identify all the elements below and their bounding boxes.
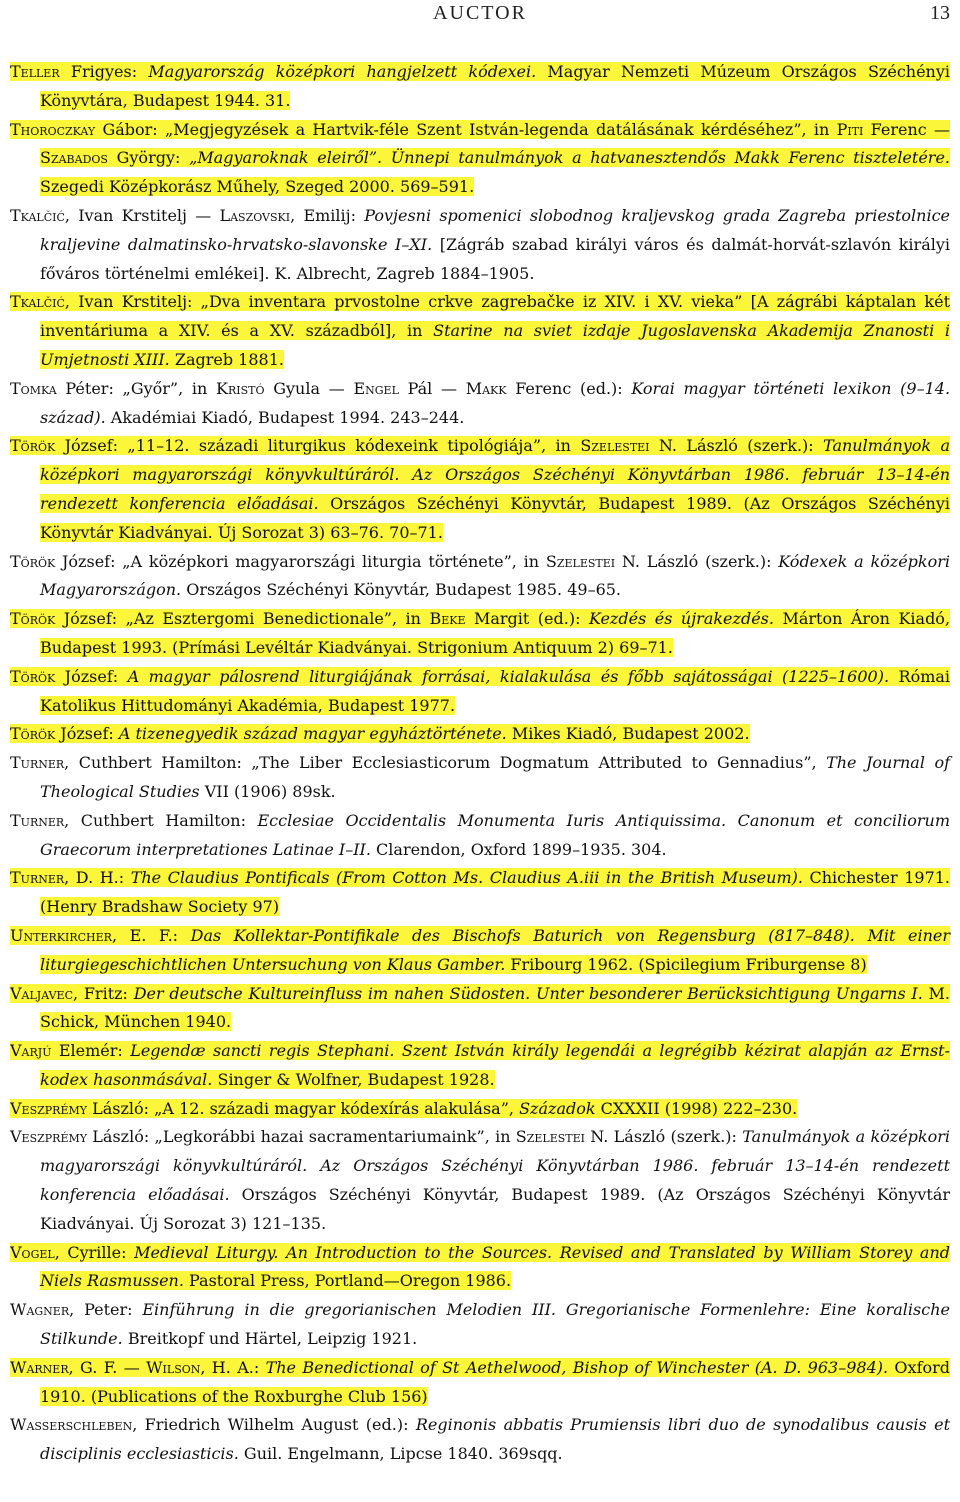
entry-text: György:: [107, 148, 190, 168]
highlight-mark: [10, 120, 950, 197]
work-title: Tanulmányok a középkori magyarországi könyvkultúráról. Az Országos Széchényi Könyvtárban 1986. február 13–14-én rendezett konferencia előadásai.: [40, 1127, 951, 1205]
work-title: Legendæ sancti regis Stephani. Szent István király legendái a legrégibb kézirat alapján az Ernst-kodex hasonmásával.: [40, 1041, 950, 1089]
entry-text: , Ivan Krstitelj: „Dva inventara prvostolne crkve zagrebačke iz XIV. i XV. vieka” [A zágrábi káptalan két inventáriuma a XIV. és a XV. századból], in: [40, 292, 950, 341]
work-title: Das Kollektar-Pontifikale des Bischofs Baturich von Regensburg (817–848). Mit einer liturgiegeschichtlichen Untersuchung von Klaus Gamber.: [40, 925, 950, 974]
entry-text: Péter: „Győr”, in: [56, 378, 217, 398]
author-name: Török: [10, 609, 56, 629]
bibliography-entry: [10, 980, 950, 1038]
work-title: Reginonis abbatis Prumiensis libri duo de synodalibus causis et disciplinis ecclesiasticis.: [40, 1415, 950, 1464]
author-name: Veszprémy: [10, 1098, 88, 1118]
entry-text: Magyar Nemzeti Múzeum Országos Széchényi Könyvtára, Budapest 1944. 31.: [40, 62, 951, 110]
entry-text: , Fritz:: [73, 983, 134, 1003]
author-name: Warner: [10, 1357, 69, 1377]
author-name: Thoroczkay: [10, 119, 96, 139]
author-name: Szelestei: [545, 551, 616, 571]
highlight-mark: [10, 667, 950, 715]
entry-text: Pál —: [398, 378, 466, 398]
highlight-mark: [10, 436, 950, 541]
entry-text: Márton Áron Kiadó, Budapest 1993. (Prímási Levéltár Kiadványai. Strigonium Antiquum 2) 69–71.: [40, 609, 951, 657]
author-name: Beke: [429, 609, 466, 629]
author-name: Valjavec: [10, 983, 73, 1003]
highlight-mark: [10, 292, 950, 369]
bibliography-entry: [10, 922, 950, 980]
work-title: Ecclesiae Occidentalis Monumenta Iuris Antiquissima. Canonum et conciliorum Graecorum interpretationes Latinae I–II.: [40, 810, 950, 859]
entry-text: László: „A 12. századi magyar kódexírás alakulása”,: [87, 1098, 520, 1118]
entry-text: , Cyrille:: [54, 1242, 135, 1262]
author-name: Tkalčić: [10, 292, 65, 312]
author-name: Török: [10, 666, 56, 686]
entry-text: Chichester 1971. (Henry Bradshaw Society 97): [40, 868, 951, 917]
bibliography-entry: [10, 1411, 950, 1469]
entry-text: Országos Széchényi Könyvtár, Budapest 1985. 49–65.: [181, 580, 622, 600]
author-name: Varjú: [10, 1041, 52, 1061]
entry-text: N. László (szerk.):: [585, 1127, 743, 1147]
author-name: Szelestei: [515, 1127, 586, 1147]
work-title: Századok: [519, 1098, 596, 1118]
entry-text: Zagreb 1881.: [169, 349, 284, 369]
entry-text: Margit (ed.):: [465, 609, 589, 629]
work-title: The Claudius Pontificals (From Cotton Ms. Claudius A.iii in the British Museum).: [130, 868, 803, 888]
highlight-mark: [10, 724, 750, 743]
author-name: Vogel: [10, 1242, 55, 1262]
work-title: The Benedictional of St Aethelwood, Bishop of Winchester (A. D. 963–984).: [265, 1357, 889, 1377]
entry-text: Ferenc (ed.):: [506, 378, 632, 398]
entry-text: , H. A.:: [200, 1357, 266, 1377]
work-title: Tanulmányok a középkori magyarországi könyvkultúráról. Az Országos Széchényi Könyvtárban 1986. február 13–14-én rendezett konferencia előadásai.: [40, 436, 951, 513]
work-title: Korai magyar történeti lexikon (9–14. század).: [40, 378, 951, 427]
entry-text: , Cuthbert Hamilton: „The Liber Ecclesiasticorum Dogmatum Attributed to Gennadius”,: [64, 753, 827, 773]
bibliography-entry: [10, 864, 950, 922]
author-name: Török: [10, 551, 56, 571]
entry-text: Ferenc —: [863, 119, 950, 139]
bibliography-entry: [10, 548, 950, 606]
entry-text: CXXXII (1998) 222–230.: [595, 1098, 798, 1118]
bibliography-entry: [10, 288, 950, 374]
entry-text: Clarendon, Oxford 1899–1935. 304.: [370, 839, 667, 859]
bibliography-entry: [10, 432, 950, 547]
entry-text: József:: [55, 724, 119, 744]
author-name: Wasserschleben: [10, 1415, 133, 1435]
bibliography-entry: [10, 807, 950, 865]
author-name: Teller: [10, 62, 60, 81]
author-name: Laszovski: [219, 205, 291, 225]
entry-text: Országos Széchényi Könyvtár, Budapest 1989. (Az Országos Széchényi Könyvtár Kiadványai. Új Sorozat 3) 63–76. 70–71.: [40, 493, 950, 542]
entry-text: [Zágráb szabad királyi város és dalmát-horvát-szlavón királyi főváros történelmi emlékei]. K. Albrecht, Zagreb 1884–1905.: [40, 234, 951, 283]
author-name: Tomka: [10, 378, 57, 398]
author-name: Kristó: [216, 378, 265, 398]
entry-text: József:: [55, 666, 128, 686]
bibliography-entry: [10, 375, 950, 433]
highlight-mark: [10, 926, 950, 974]
entry-text: Frigyes:: [59, 62, 149, 81]
bibliography-entry: [10, 1354, 950, 1412]
bibliography-entry: [10, 1296, 950, 1354]
entry-text: Fribourg 1962. (Spicilegium Friburgense 8): [505, 954, 867, 974]
author-name: Makk: [465, 378, 507, 398]
entry-text: Singer & Wolfner, Budapest 1928.: [212, 1069, 495, 1089]
author-name: Szelestei: [580, 436, 650, 456]
entry-text: József: „11–12. századi liturgikus kódexeink tipológiája”, in: [55, 436, 581, 456]
entry-text: N. László (szerk.):: [615, 551, 779, 571]
entry-text: , E. F.:: [111, 925, 191, 945]
entry-text: Oxford 1910. (Publications of the Roxburghe Club 156): [40, 1357, 951, 1406]
entry-text: , D. H.:: [64, 868, 131, 888]
entry-text: VII (1906) 89sk.: [199, 781, 336, 801]
entry-text: Breitkopf und Härtel, Leipzig 1921.: [122, 1329, 418, 1349]
author-name: Piti: [836, 119, 864, 139]
page-number: 13: [930, 2, 950, 24]
entry-text: , Cuthbert Hamilton:: [64, 810, 258, 830]
author-name: Veszprémy: [10, 1127, 88, 1147]
highlight-mark: [10, 868, 950, 916]
work-title: Starine na sviet izdaje Jugoslavenska Akademija Znanosti i Umjetnosti XIII.: [40, 321, 951, 369]
highlight-mark: [10, 1099, 797, 1118]
entry-text: Guil. Engelmann, Lipcse 1840. 369sqq.: [238, 1444, 563, 1464]
author-name: Engel: [353, 378, 399, 398]
entry-text: Római Katolikus Hittudományi Akadémia, Budapest 1977.: [40, 666, 951, 715]
author-name: Tkalčić: [10, 205, 65, 225]
author-name: Unterkircher: [10, 925, 112, 945]
bibliography-entry: [10, 1095, 950, 1124]
author-name: Turner: [10, 753, 65, 773]
entry-text: Országos Széchényi Könyvtár, Budapest 1989. (Az Országos Széchényi Könyvtár Kiadványai. Új Sorozat 3) 121–135.: [40, 1185, 951, 1233]
entry-text: , Friedrich Wilhelm August (ed.):: [132, 1415, 416, 1435]
bibliography-entry: [10, 202, 950, 288]
work-title: Povjesni spomenici slobodnog kraljevskog grada Zagreba priestolnice kraljevine dalmatinsko-hrvatsko-slavonske I–XI.: [40, 205, 951, 254]
bibliography-entry: [10, 749, 950, 807]
work-title: „Magyaroknak eleiről”. Ünnepi tanulmányok a hatvanesztendős Makk Ferenc tiszteletére.: [189, 148, 951, 168]
entry-text: Gábor: „Megjegyzések a Hartvik-féle Szent István-legenda datálásának kérdéséhez”, in: [95, 119, 837, 139]
entry-text: , G. F. —: [68, 1357, 147, 1377]
highlight-mark: [10, 984, 950, 1032]
work-title: The Journal of Theological Studies: [40, 753, 950, 801]
bibliography-entry: [10, 116, 950, 202]
author-name: Turner: [10, 868, 65, 888]
highlight-mark: [10, 609, 950, 657]
entry-text: József: „A középkori magyarországi liturgia története”, in: [55, 551, 546, 571]
bibliography-entry: [10, 605, 950, 663]
work-title: A tizenegyedik század magyar egyháztörténete.: [118, 724, 507, 744]
bibliography-entry: [10, 1123, 950, 1238]
entry-text: Gyula —: [264, 378, 354, 398]
author-name: Szabados: [40, 148, 108, 168]
author-name: Wagner: [10, 1300, 70, 1320]
entry-text: Szegedi Középkorász Műhely, Szeged 2000. 569–591.: [40, 177, 475, 197]
bibliography-entry: [10, 58, 950, 116]
entry-text: M. Schick, München 1940.: [40, 983, 951, 1032]
entry-text: Mikes Kiadó, Budapest 2002.: [506, 724, 750, 744]
bibliography-entry: [10, 663, 950, 721]
highlight-mark: [10, 62, 950, 110]
bibliography-entry: [10, 1037, 950, 1095]
highlight-mark: [10, 1243, 950, 1291]
work-title: Magyarország középkori hangjelzett kódexei.: [148, 62, 537, 81]
running-header: [0, 2, 960, 26]
work-title: A magyar pálosrend liturgiájának forrásai, kialakulása és főbb sajátosságai (1225–1600).: [127, 666, 890, 686]
bibliography-list: [10, 58, 950, 1469]
entry-text: N. László (szerk.):: [649, 436, 824, 456]
author-name: Török: [10, 724, 56, 744]
running-title: AUCTOR: [433, 2, 527, 24]
author-name: Wilson: [146, 1357, 201, 1377]
entry-text: László: „Legkorábbi hazai sacramentariumaink”, in: [87, 1127, 516, 1147]
author-name: Török: [10, 436, 56, 456]
highlight-mark: [10, 1041, 950, 1089]
highlight-mark: [10, 1358, 950, 1406]
entry-text: , Ivan Krstitelj —: [64, 205, 220, 225]
work-title: Der deutsche Kultureinfluss im nahen Südosten. Unter besonderer Berücksichtigung Ungarns I.: [133, 983, 923, 1003]
entry-text: József: „Az Esztergomi Benedictionale”, in: [55, 609, 430, 629]
work-title: Kódexek a középkori Magyarországon.: [40, 551, 951, 600]
entry-text: Akadémiai Kiadó, Budapest 1994. 243–244.: [105, 407, 465, 427]
author-name: Turner: [10, 810, 65, 830]
entry-text: Pastoral Press, Portland—Oregon 1986.: [183, 1271, 512, 1291]
entry-text: , Emilij:: [290, 205, 365, 225]
work-title: Kezdés és újrakezdés.: [588, 609, 774, 629]
bibliography-entry: [10, 720, 950, 749]
work-title: Medieval Liturgy. An Introduction to the Sources. Revised and Translated by William Storey and Niels Rasmussen.: [40, 1242, 951, 1291]
entry-text: , Peter:: [69, 1300, 143, 1320]
entry-text: Elemér:: [51, 1041, 131, 1061]
bibliography-entry: [10, 1239, 950, 1297]
work-title: Einführung in die gregorianischen Melodien III. Gregorianische Formenlehre: Eine koralische Stilkunde.: [40, 1300, 950, 1349]
